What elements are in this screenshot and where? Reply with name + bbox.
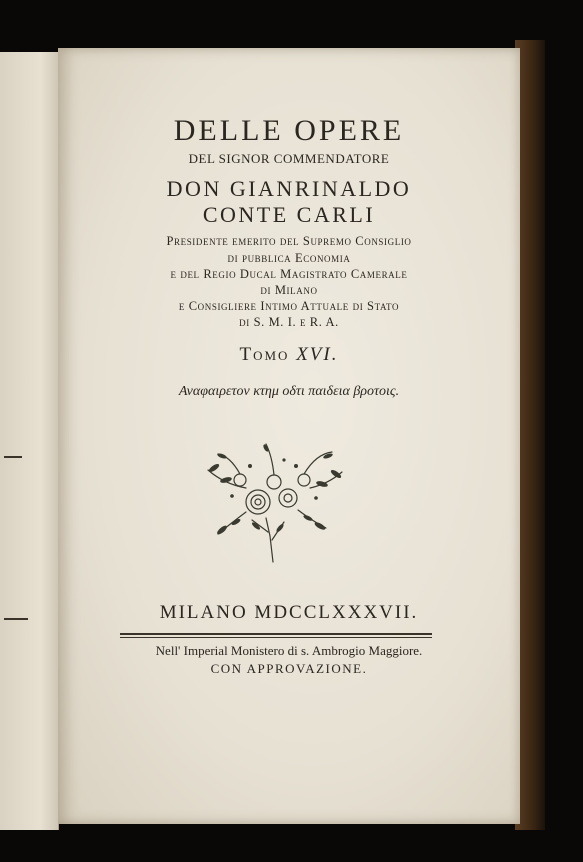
imprint-city-date: MILANO MDCCLXXXVII. [159,602,419,623]
floral-bouquet-icon [200,440,346,564]
volume-number: XVI. [296,344,339,365]
previous-page-edge [0,52,59,830]
author-position-line: di pubblica Economia [227,251,351,265]
author-name-line2: CONTE CARLI [202,202,376,227]
imprint-rule [120,637,432,638]
author-position-line: e del Regio Ducal Magistrato Camerale [170,267,408,281]
author-position-line: e Consigliere Intimo Attuale di Stato [178,299,400,313]
greek-motto: Αναφαιρετον κτημ οδτι παιδεια βροτοις. [178,384,400,399]
publisher-line: Nell' Imperial Monistero di s. Ambrogio Maggiore. [155,643,423,658]
author-position-line: di S. M. I. e R. A. [239,315,339,329]
author-name-line1: DON GIANRINALDO [166,176,412,201]
volume-word: Tomo [239,344,290,365]
page-mark [4,618,28,620]
imprint-rule [120,633,432,635]
title-page [58,48,520,824]
author-position-line: di Milano [260,283,318,297]
author-position-line: Presidente emerito del Supremo Consiglio [166,234,412,248]
page-mark [4,456,22,458]
subtitle: DEL SIGNOR COMMENDATORE [188,151,390,166]
approval-line: CON APPROVAZIONE. [210,661,368,676]
main-title: DELLE OPERE [173,114,405,147]
volume-label [58,344,520,366]
